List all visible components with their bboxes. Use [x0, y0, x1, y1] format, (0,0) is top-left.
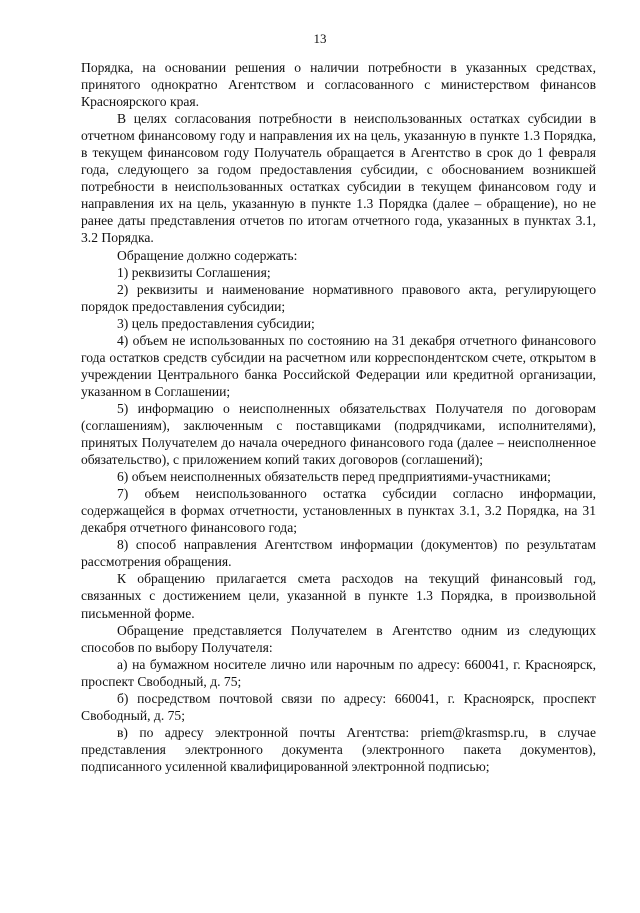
paragraph-p-c: в) по адресу электронной почты Агентства: priem@krasmsp.ru, в случае представления электронного документа (электронного пакета документов), подписанного усиленной квалифицированной электронной подписью;	[81, 724, 596, 774]
paragraph-p-must: Обращение должно содержать:	[117, 247, 298, 263]
paragraph-p-consent: В целях согласования потребности в неиспользованных остатках субсидии в отчетном финансовому году и направления их на цель, указанную в пункте 1.3 Порядка, в текущем финансовом году Получатель обращается в Агентство в срок до 1 февраля года, следующего за годом предоставления субсидии, с обоснованием возникшей потребности в неиспользованных остатках субсидии в текущем финансовом году и направления их на цель, указанную в пункте 1.3 Порядка (далее – обращение), но не ранее даты представления отчетов по итогам отчетного года, указанных в пунктах 3.1, 3.2 Порядка.	[81, 111, 596, 246]
paragraph-p-b: б) посредством почтовой связи по адресу: 660041, г. Красноярск, проспект Свободный, д. 75;	[81, 690, 596, 723]
document-body	[81, 59, 596, 775]
paragraph-p-i2: 2) реквизиты и наименование нормативного правового акта, регулирующего порядок предоставления субсидии;	[81, 281, 596, 314]
paragraph-p-cont: Порядка, на основании решения о наличии потребности в указанных средствах, принятого однократно Агентством и согласованного с министерством финансов Красноярского края.	[81, 60, 596, 110]
paragraph-p-i1: 1) реквизиты Соглашения;	[117, 264, 271, 280]
paragraph-p-i5: 5) информацию о неисполненных обязательствах Получателя по договорам (соглашениям), заключенным с поставщиками (подрядчиками, исполнителями), принятых Получателем до начала очередного финансового года (далее – неисполненное обязательство), с приложением копий таких договоров (соглашений);	[81, 400, 596, 468]
paragraph-p-i7: 7) объем неиспользованного остатка субсидии согласно информации, содержащейся в формах отчетности, установленных в пунктах 3.1, 3.2 Порядка, на 31 декабря отчетного финансового года;	[81, 486, 596, 536]
page-number: 13	[313, 31, 327, 46]
paragraph-p-i6: 6) объем неисполненных обязательств перед предприятиями-участниками;	[117, 469, 551, 485]
paragraph-p-a: а) на бумажном носителе лично или нарочным по адресу: 660041, г. Красноярск, проспект Свободный, д. 75;	[81, 656, 596, 689]
paragraph-p-submit: Обращение представляется Получателем в Агентство одним из следующих способов по выбору Получателя:	[81, 622, 596, 655]
paragraph-p-i4: 4) объем не использованных по состоянию на 31 декабря отчетного финансового года остатков средств субсидии на расчетном или корреспондентском счете, открытом в учреждении Центрального банка Российской Федерации или кредитной организации, указанном в Соглашении;	[81, 332, 596, 399]
paragraph-p-i8: 8) способ направления Агентством информации (документов) по результатам рассмотрения обращения.	[81, 537, 596, 570]
paragraph-p-estimate: К обращению прилагается смета расходов на текущий финансовый год, связанных с достижением цели, указанной в пункте 1.3 Порядка, в произвольной письменной форме.	[81, 571, 596, 621]
paragraph-p-i3: 3) цель предоставления субсидии;	[117, 315, 315, 331]
